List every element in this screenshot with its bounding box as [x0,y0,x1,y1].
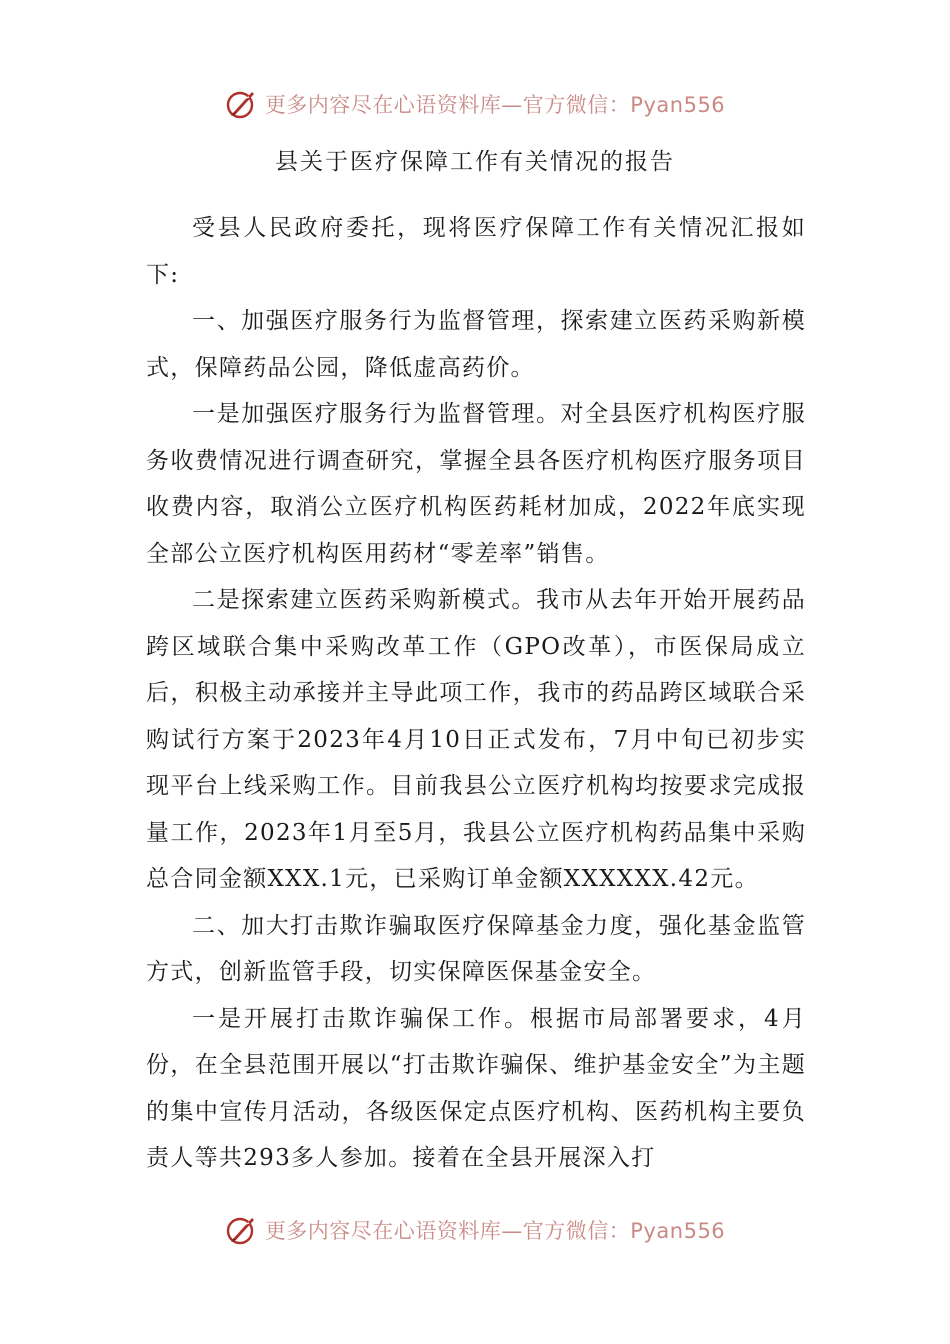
document-title: 县关于医疗保障工作有关情况的报告 [275,149,675,175]
quill-pen-logo-icon [225,87,259,121]
paragraph-2-1: 一是开展打击欺诈骗保工作。根据市局部署要求，4月份，在全县范围开展以“打击欺诈骗保、维护基金安全”为主题的集中宣传月活动，各级医保定点医疗机构、医药机构主要负责人等共293多人参加。接着在全县开展深入打 [146,1005,806,1171]
paragraph-1-2: 二是探索建立医药采购新模式。我市从去年开始开展药品跨区域联合集中采购改革工作（GPO改革），市医保局成立后，积极主动承接并主导此项工作，我市的药品跨区域联合采购试行方案于2023年4月10日正式发布，7月中旬已初步实现平台上线采购工作。目前我县公立医疗机构均按要求完成报量工作，2023年1月至5月，我县公立医疗机构药品集中采购总合同金额XXX.1元，已采购订单金额XXXXXX.42元。 [146,587,806,892]
paragraph-intro: 受县人民政府委托，现将医疗保障工作有关情况汇报如下: [146,215,806,288]
paragraph-1-1: 一是加强医疗服务行为监督管理。对全县医疗机构医疗服务收费情况进行调查研究，掌握全县各医疗机构医疗服务项目收费内容，取消公立医疗机构医药耗材加成，2022年底实现全部公立医疗机构医用药材“零差率”销售。 [146,401,806,567]
watermark-text: 更多内容尽在心语资料库—官方微信：Pyan556 [264,1219,726,1243]
quill-pen-logo-icon [225,1213,259,1247]
section-heading-2: 二、加大打击欺诈骗取医疗保障基金力度，强化基金监管方式，创新监管手段，切实保障医保基金安全。 [146,912,806,985]
section-heading-1: 一、加强医疗服务行为监督管理，探索建立医药采购新模式，保障药品公园，降低虚高药价。 [146,308,806,381]
watermark-banner-top [0,84,950,124]
watermark-banner-bottom [0,1210,950,1250]
watermark-text: 更多内容尽在心语资料库—官方微信：Pyan556 [264,93,726,117]
document-body [146,205,806,1182]
